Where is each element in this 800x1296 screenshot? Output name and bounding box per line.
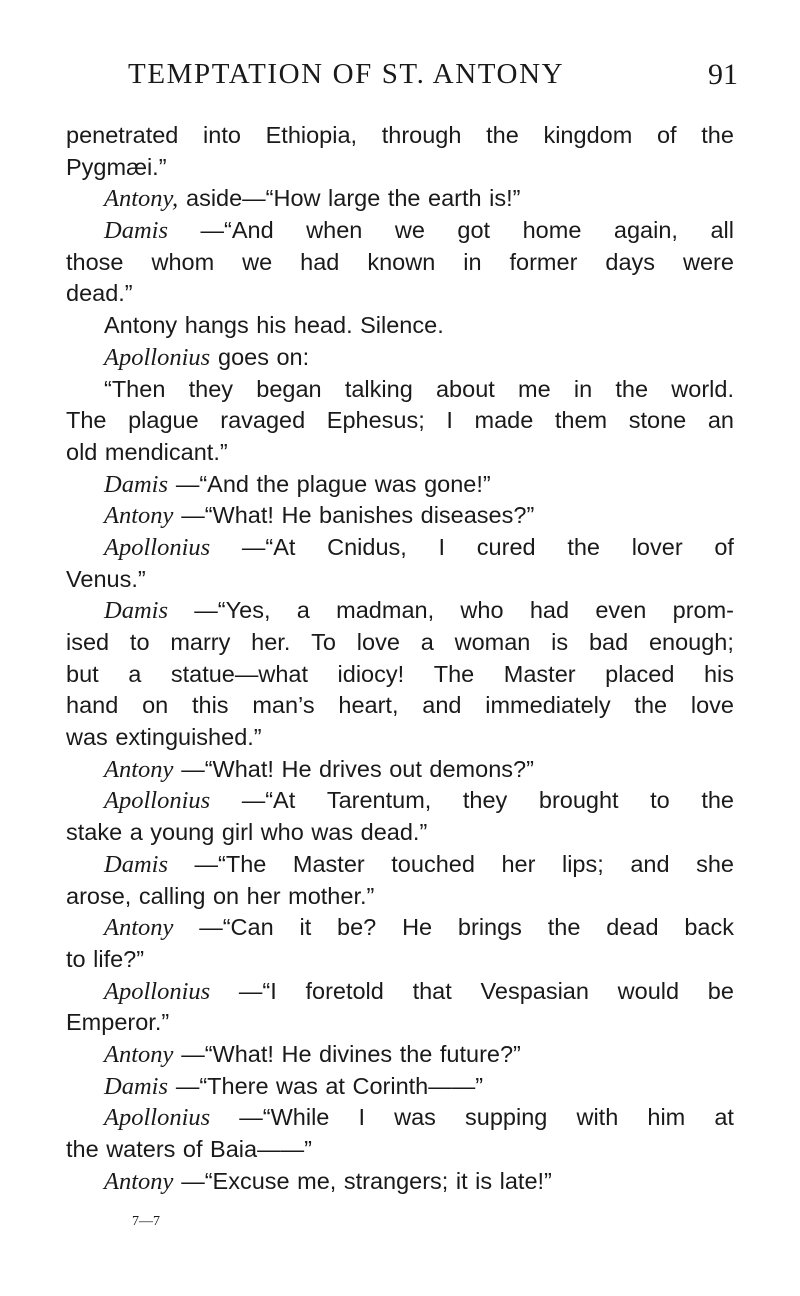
word: lover [631, 533, 683, 560]
body-text [66, 120, 734, 1197]
word: his [256, 312, 287, 339]
text-line [66, 405, 734, 437]
word: at [714, 1104, 734, 1131]
word: with [576, 1104, 619, 1131]
word: known [367, 248, 436, 275]
word: I [358, 1104, 366, 1131]
word: man’s [252, 692, 315, 719]
word: at [325, 1072, 345, 1099]
word: was [276, 1072, 318, 1099]
word: of [714, 533, 734, 560]
word: a [420, 629, 434, 655]
word: a [296, 597, 310, 624]
word: calling [138, 882, 206, 909]
word: extinguished.” [115, 724, 262, 751]
word: were [682, 248, 734, 275]
word: hangs [184, 312, 249, 339]
text-line [66, 278, 734, 310]
word: the [486, 122, 519, 148]
word: the [387, 185, 421, 212]
word: that [412, 977, 452, 1004]
text-line [66, 469, 734, 501]
word: in [463, 248, 482, 275]
word: of [182, 1136, 203, 1162]
word: Tarentum, [326, 787, 432, 814]
word: me [518, 375, 551, 402]
word: the [701, 122, 734, 148]
word: waters [106, 1136, 176, 1162]
word: they [462, 787, 508, 814]
word: is [551, 629, 569, 655]
word: the [547, 914, 581, 941]
word: all [710, 217, 734, 244]
word: penetrated [66, 122, 179, 148]
speaker-name: Antony [104, 755, 174, 783]
word: enough; [648, 629, 734, 655]
word: former [509, 248, 578, 275]
word: Corinth——” [352, 1072, 484, 1099]
word: him [647, 1104, 686, 1131]
word: He [402, 914, 433, 941]
speaker-name: Damis [104, 850, 168, 878]
word: the [634, 692, 668, 719]
word: made [474, 407, 534, 434]
word: would [617, 977, 680, 1004]
word: —“And [200, 217, 274, 244]
word: drives [319, 755, 382, 782]
word: they [188, 375, 234, 402]
word: be? [337, 914, 377, 941]
word: is [475, 1167, 493, 1194]
word: when [306, 217, 363, 244]
word: is!” [489, 185, 521, 212]
word: again, [613, 217, 678, 244]
word: a [129, 819, 143, 846]
speaker-name: Antony [104, 502, 174, 530]
word: me, [297, 1167, 337, 1194]
word: He [281, 502, 312, 529]
text-line [66, 564, 734, 596]
word: and [422, 692, 462, 719]
speaker-name: Apollonius [104, 787, 211, 815]
speaker-name: Damis [104, 470, 168, 498]
text-line [66, 817, 734, 849]
text-line [66, 1071, 734, 1103]
word: stake [66, 819, 123, 846]
text-line [66, 342, 734, 374]
word: we [394, 217, 425, 244]
word: be [707, 977, 734, 1004]
word: strangers; [343, 1167, 449, 1194]
word: woman [454, 629, 531, 655]
word: earth [428, 185, 482, 212]
word: love [690, 692, 734, 719]
word: about [435, 375, 495, 402]
text-line [66, 120, 734, 152]
word: To [311, 629, 336, 655]
text-line [66, 849, 734, 881]
word: into [203, 122, 241, 148]
word: those [66, 248, 124, 275]
word: girl [221, 819, 254, 846]
word: stone [628, 407, 687, 434]
word: love [356, 629, 400, 655]
word: He [281, 755, 312, 782]
word: supping [465, 1104, 548, 1131]
text-line [66, 437, 734, 469]
word: hand [66, 692, 119, 719]
word: Vespasian [480, 977, 589, 1004]
text-line [66, 1039, 734, 1071]
word: —“At [241, 533, 296, 560]
word: idiocy! [337, 660, 405, 687]
word: Baia——” [210, 1136, 312, 1162]
word: it [455, 1167, 468, 1194]
word: madman, [336, 597, 435, 624]
word: diseases?” [420, 502, 535, 529]
word: late!” [499, 1167, 552, 1194]
word: brought [538, 787, 619, 814]
word: Master [503, 660, 576, 687]
word: of [656, 122, 677, 148]
word: the [567, 533, 600, 560]
word: got [457, 217, 491, 244]
word: The [433, 660, 475, 687]
word: —“While [239, 1104, 330, 1131]
word: the [701, 787, 734, 814]
word: through [381, 122, 462, 148]
running-title: TEMPTATION OF ST. ANTONY [128, 58, 565, 90]
word: began [256, 375, 322, 402]
word: Emperor.” [66, 1009, 170, 1036]
text-line [66, 152, 734, 184]
word: goes [218, 343, 269, 370]
word: had [529, 597, 570, 624]
text-line [66, 785, 734, 817]
word: to [650, 787, 670, 814]
word: and [630, 850, 670, 877]
speaker-name: Apollonius [104, 533, 211, 561]
word: Ethiopia, [265, 122, 358, 148]
word: immediately [485, 692, 611, 719]
speaker-name: Damis [104, 217, 168, 245]
word: Cnidus, [327, 533, 407, 560]
word: Master [292, 850, 365, 877]
word: banishes [319, 502, 414, 529]
word: prom- [672, 597, 734, 624]
word: world. [671, 375, 734, 402]
word: bad [588, 629, 629, 655]
word: large [328, 185, 381, 212]
word: life?” [93, 945, 145, 972]
word: this [191, 692, 229, 719]
word: Antony [104, 312, 178, 339]
text-line [66, 215, 734, 247]
text-line [66, 944, 734, 976]
word: future?” [439, 1040, 521, 1067]
text-line [66, 1007, 734, 1039]
word: on: [276, 343, 310, 370]
word: was [311, 819, 354, 846]
word: foretold [305, 977, 384, 1004]
word: —“The [194, 850, 267, 877]
speaker-name: Apollonius [104, 977, 211, 1005]
word: who [260, 819, 304, 846]
word: ravaged [220, 407, 306, 434]
word: his [703, 660, 734, 687]
word: she [696, 850, 734, 877]
word: was [66, 724, 108, 751]
word: to [129, 629, 150, 655]
word: days [605, 248, 656, 275]
word: out [389, 755, 422, 782]
word: mendicant.” [104, 438, 228, 465]
speaker-name: Apollonius [104, 343, 211, 371]
word: her [246, 882, 281, 909]
word: but [66, 660, 99, 687]
word: an [707, 407, 734, 434]
text-line [66, 976, 734, 1008]
text-line [66, 247, 734, 279]
speaker-name: Apollonius [104, 1104, 211, 1132]
word: who [460, 597, 504, 624]
word: on [212, 882, 240, 909]
word: He [281, 1040, 312, 1067]
word: statue—what [170, 660, 308, 687]
word: —“Yes, [194, 597, 271, 624]
word: —“There [175, 1072, 269, 1099]
text-line [66, 374, 734, 406]
word: talking [344, 375, 413, 402]
speaker-name: Damis [104, 597, 168, 625]
word: the [66, 1136, 99, 1162]
word: in [573, 375, 593, 402]
word: —“At [241, 787, 296, 814]
word: divines [319, 1040, 393, 1067]
word: plague [128, 407, 199, 434]
word: home [522, 217, 582, 244]
word: it [299, 914, 312, 941]
word: Venus.” [66, 565, 146, 592]
word: marry [170, 629, 231, 655]
word: —“And [175, 470, 249, 497]
text-line [66, 595, 734, 627]
word: whom [151, 248, 215, 275]
word: dead.” [66, 280, 133, 307]
word: was [394, 1104, 436, 1131]
word: Pygmæi.” [66, 153, 167, 180]
speaker-name: Antony [104, 1167, 174, 1195]
running-head [128, 58, 738, 91]
word: Silence. [360, 312, 444, 339]
text-line [66, 1102, 734, 1134]
word: ised [66, 629, 110, 655]
word: —“What! [181, 502, 274, 529]
text-line [66, 1166, 734, 1198]
word: the [615, 375, 649, 402]
word: her. [251, 629, 291, 655]
word: to [66, 945, 86, 972]
word: had [300, 248, 340, 275]
speaker-name: Damis [104, 1072, 168, 1100]
speaker-name: Antony [104, 1040, 174, 1068]
word: heart, [338, 692, 399, 719]
word: them [554, 407, 608, 434]
text-line [66, 532, 734, 564]
text-line [66, 690, 734, 722]
text-line [66, 722, 734, 754]
signature-mark: 7—7 [132, 1214, 160, 1229]
word: —“I [238, 977, 277, 1004]
word: lips; [561, 850, 604, 877]
word: “Then [104, 375, 166, 402]
word: —“What! [181, 755, 274, 782]
word: dead [606, 914, 659, 941]
word: aside—“How [186, 185, 321, 212]
word: —“What! [181, 1040, 274, 1067]
word: plague [296, 470, 368, 497]
text-line [66, 881, 734, 913]
text-line [66, 183, 734, 215]
word: her [501, 850, 536, 877]
word: placed [605, 660, 675, 687]
word: Ephesus; [326, 407, 425, 434]
word: brings [457, 914, 522, 941]
word: cured [476, 533, 536, 560]
word: young [150, 819, 215, 846]
word: —“Excuse [181, 1167, 290, 1194]
text-line [66, 627, 734, 659]
word: we [242, 248, 273, 275]
word: the [399, 1040, 433, 1067]
word: old [66, 438, 98, 465]
word: the [256, 470, 290, 497]
word: even [595, 597, 647, 624]
word: gone!” [424, 470, 491, 497]
word: on [142, 692, 169, 719]
text-line [66, 500, 734, 532]
word: I [438, 533, 446, 560]
word: kingdom [543, 122, 633, 148]
word: demons?” [429, 755, 534, 782]
word: arose, [66, 882, 132, 909]
text-line [66, 1134, 734, 1166]
text-line [66, 310, 734, 342]
word: mother.” [288, 882, 375, 909]
word: head. [293, 312, 353, 339]
word: touched [391, 850, 475, 877]
page-number: 91 [708, 58, 738, 91]
speaker-name: Antony [104, 914, 174, 942]
word: was [374, 470, 417, 497]
word: back [684, 914, 734, 941]
word: The [66, 407, 107, 434]
word: dead.” [360, 819, 428, 846]
speaker-name: Antony, [104, 185, 179, 213]
text-line [66, 659, 734, 691]
text-line [66, 912, 734, 944]
word: a [128, 660, 142, 687]
text-line [66, 754, 734, 786]
word: —“Can [199, 914, 274, 941]
word: I [446, 407, 453, 434]
